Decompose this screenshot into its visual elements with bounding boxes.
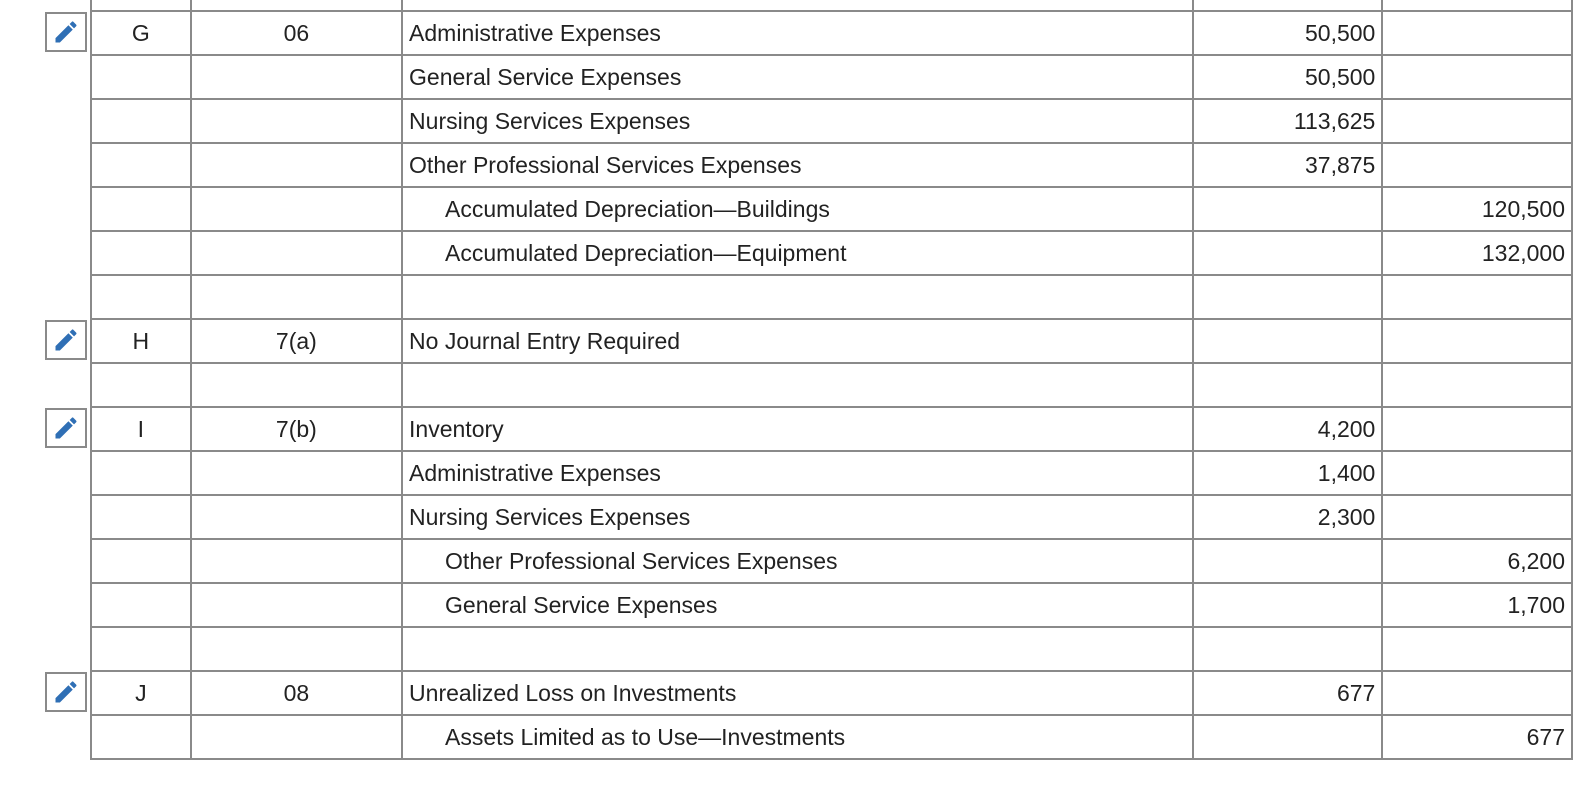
debit-cell bbox=[1193, 231, 1383, 275]
entry-letter-cell bbox=[91, 363, 191, 407]
table-row bbox=[91, 11, 1572, 55]
account-name-cell bbox=[402, 275, 1193, 319]
transaction-number-cell bbox=[191, 451, 402, 495]
credit-cell bbox=[1382, 11, 1572, 55]
debit-cell bbox=[1193, 539, 1383, 583]
entry-letter-cell bbox=[91, 55, 191, 99]
debit-cell: 2,300 bbox=[1193, 495, 1383, 539]
transaction-number-cell bbox=[191, 363, 402, 407]
account-name: Accumulated Depreciation—Equipment bbox=[445, 239, 847, 266]
transaction-number-cell bbox=[191, 715, 402, 759]
account-name: Assets Limited as to Use—Investments bbox=[445, 723, 846, 750]
account-name-cell bbox=[402, 187, 1193, 231]
entry-letter-cell bbox=[91, 627, 191, 671]
credit-cell bbox=[1382, 0, 1572, 11]
table-row bbox=[91, 55, 1572, 99]
table-row bbox=[91, 539, 1572, 583]
credit-cell bbox=[1382, 143, 1572, 187]
debit-cell bbox=[1193, 0, 1383, 11]
table-row bbox=[91, 99, 1572, 143]
account-name-cell bbox=[402, 319, 1193, 363]
account-name: Administrative Expenses bbox=[409, 19, 661, 46]
journal-body bbox=[91, 0, 1572, 759]
debit-cell: 37,875 bbox=[1193, 143, 1383, 187]
entry-letter-cell: I bbox=[91, 407, 191, 451]
entry-letter-cell bbox=[91, 187, 191, 231]
table-row bbox=[91, 671, 1572, 715]
account-name-cell bbox=[402, 495, 1193, 539]
table-row bbox=[91, 583, 1572, 627]
entry-letter-cell bbox=[91, 99, 191, 143]
pencil-icon bbox=[52, 414, 80, 442]
pencil-icon bbox=[52, 678, 80, 706]
credit-cell: 6,200 bbox=[1382, 539, 1572, 583]
debit-cell: 1,400 bbox=[1193, 451, 1383, 495]
transaction-number-cell bbox=[191, 187, 402, 231]
account-name-cell bbox=[402, 55, 1193, 99]
transaction-number-cell bbox=[191, 0, 402, 11]
credit-cell: 120,500 bbox=[1382, 187, 1572, 231]
credit-cell bbox=[1382, 495, 1572, 539]
account-name-cell bbox=[402, 143, 1193, 187]
credit-cell bbox=[1382, 627, 1572, 671]
account-name-cell bbox=[402, 99, 1193, 143]
debit-cell bbox=[1193, 583, 1383, 627]
debit-cell: 50,500 bbox=[1193, 55, 1383, 99]
account-name-cell bbox=[402, 0, 1193, 11]
edit-entry-button[interactable] bbox=[45, 12, 87, 52]
credit-cell bbox=[1382, 363, 1572, 407]
account-name: General Service Expenses bbox=[445, 591, 718, 618]
table-row bbox=[91, 187, 1572, 231]
debit-cell bbox=[1193, 319, 1383, 363]
journal-entries-table bbox=[90, 0, 1573, 760]
table-row bbox=[91, 407, 1572, 451]
transaction-number-cell: 7(a) bbox=[191, 319, 402, 363]
credit-cell bbox=[1382, 319, 1572, 363]
transaction-number-cell: 06 bbox=[191, 11, 402, 55]
transaction-number-cell bbox=[191, 99, 402, 143]
account-name: General Service Expenses bbox=[409, 63, 682, 90]
debit-cell: 677 bbox=[1193, 671, 1383, 715]
credit-cell bbox=[1382, 55, 1572, 99]
account-name-cell bbox=[402, 407, 1193, 451]
table-row bbox=[91, 0, 1572, 11]
account-name: Unrealized Loss on Investments bbox=[409, 679, 737, 706]
entry-letter-cell bbox=[91, 583, 191, 627]
transaction-number-cell: 7(b) bbox=[191, 407, 402, 451]
transaction-number-cell bbox=[191, 143, 402, 187]
account-name: Nursing Services Expenses bbox=[409, 503, 691, 530]
account-name-cell bbox=[402, 231, 1193, 275]
table-row bbox=[91, 319, 1572, 363]
debit-cell: 113,625 bbox=[1193, 99, 1383, 143]
account-name-cell bbox=[402, 627, 1193, 671]
entry-letter-cell bbox=[91, 451, 191, 495]
account-name-cell bbox=[402, 363, 1193, 407]
table-row bbox=[91, 495, 1572, 539]
table-row bbox=[91, 275, 1572, 319]
account-name: Inventory bbox=[409, 415, 504, 442]
transaction-number-cell bbox=[191, 55, 402, 99]
entry-letter-cell: H bbox=[91, 319, 191, 363]
entry-letter-cell bbox=[91, 539, 191, 583]
edit-entry-button[interactable] bbox=[45, 408, 87, 448]
credit-cell bbox=[1382, 671, 1572, 715]
table-row bbox=[91, 451, 1572, 495]
account-name: Nursing Services Expenses bbox=[409, 107, 691, 134]
account-name-cell bbox=[402, 583, 1193, 627]
account-name-cell bbox=[402, 451, 1193, 495]
pencil-icon bbox=[52, 326, 80, 354]
transaction-number-cell bbox=[191, 583, 402, 627]
credit-cell bbox=[1382, 451, 1572, 495]
credit-cell bbox=[1382, 99, 1572, 143]
account-name-cell bbox=[402, 671, 1193, 715]
table-row bbox=[91, 363, 1572, 407]
table-row bbox=[91, 715, 1572, 759]
entry-letter-cell: J bbox=[91, 671, 191, 715]
transaction-number-cell: 08 bbox=[191, 671, 402, 715]
entry-letter-cell bbox=[91, 143, 191, 187]
account-name: Administrative Expenses bbox=[409, 459, 661, 486]
entry-letter-cell bbox=[91, 715, 191, 759]
entry-letter-cell bbox=[91, 231, 191, 275]
credit-cell: 1,700 bbox=[1382, 583, 1572, 627]
entry-letter-cell bbox=[91, 275, 191, 319]
transaction-number-cell bbox=[191, 495, 402, 539]
debit-cell bbox=[1193, 627, 1383, 671]
edit-entry-button[interactable] bbox=[45, 320, 87, 360]
account-name: Other Professional Services Expenses bbox=[409, 151, 802, 178]
account-name: Accumulated Depreciation—Buildings bbox=[445, 195, 830, 222]
account-name-cell bbox=[402, 715, 1193, 759]
entry-letter-cell bbox=[91, 0, 191, 11]
pencil-icon bbox=[52, 18, 80, 46]
table-row bbox=[91, 231, 1572, 275]
entry-letter-cell: G bbox=[91, 11, 191, 55]
account-name: Other Professional Services Expenses bbox=[445, 547, 838, 574]
credit-cell: 132,000 bbox=[1382, 231, 1572, 275]
transaction-number-cell bbox=[191, 539, 402, 583]
transaction-number-cell bbox=[191, 275, 402, 319]
edit-entry-button[interactable] bbox=[45, 672, 87, 712]
debit-cell: 4,200 bbox=[1193, 407, 1383, 451]
debit-cell bbox=[1193, 187, 1383, 231]
table-row bbox=[91, 627, 1572, 671]
transaction-number-cell bbox=[191, 627, 402, 671]
debit-cell bbox=[1193, 275, 1383, 319]
debit-cell: 50,500 bbox=[1193, 11, 1383, 55]
credit-cell: 677 bbox=[1382, 715, 1572, 759]
table-row bbox=[91, 143, 1572, 187]
account-name-cell bbox=[402, 11, 1193, 55]
credit-cell bbox=[1382, 407, 1572, 451]
debit-cell bbox=[1193, 715, 1383, 759]
debit-cell bbox=[1193, 363, 1383, 407]
credit-cell bbox=[1382, 275, 1572, 319]
transaction-number-cell bbox=[191, 231, 402, 275]
entry-letter-cell bbox=[91, 495, 191, 539]
account-name-cell bbox=[402, 539, 1193, 583]
account-name: No Journal Entry Required bbox=[409, 327, 681, 354]
